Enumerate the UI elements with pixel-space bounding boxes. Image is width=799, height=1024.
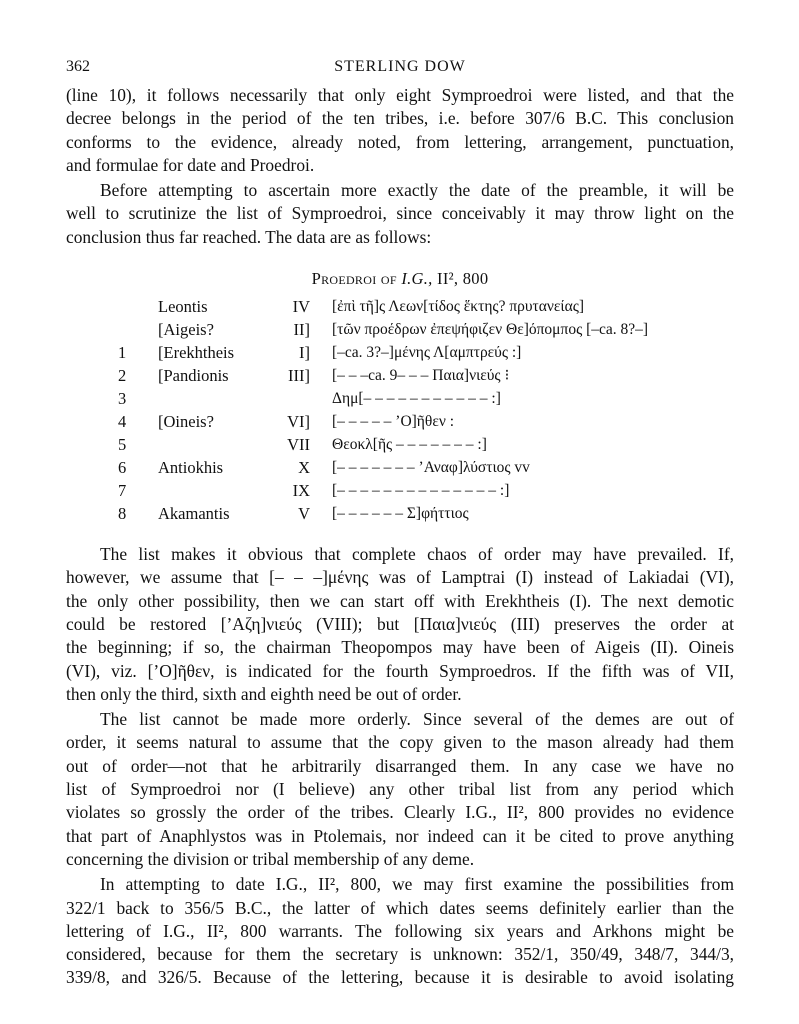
row-number: 3 bbox=[118, 388, 127, 408]
proedroi-table bbox=[118, 295, 648, 525]
table-row bbox=[118, 479, 648, 502]
table-title-ref: I.G., bbox=[401, 269, 433, 289]
text-line: decree belongs in the period of the ten tribes, i.e. before 307/6 B.C. This conclusion bbox=[66, 108, 734, 129]
text-line: conforms to the evidence, already noted, from lettering, arrangement, punctuation, bbox=[66, 131, 734, 152]
text-line: (line 10), it follows necessarily that only eight Symproedroi were listed, and that the bbox=[66, 85, 734, 105]
text-line: the beginning; if so, the chairman Theopompos may have been of Aigeis (II). Oineis bbox=[66, 637, 734, 658]
text-line: however, we assume that [– – –]μένης was of Lamptrai (I) instead of Lakiadai (VI), bbox=[66, 567, 734, 588]
tribe-numeral: V bbox=[298, 503, 310, 523]
tribe-numeral: VII bbox=[287, 434, 310, 454]
paragraph-4 bbox=[66, 708, 734, 871]
tribe-name: Leontis bbox=[158, 296, 208, 316]
tribe-name bbox=[158, 387, 258, 410]
greek-text: Δημ[– – – – – – – – – – – :] bbox=[332, 389, 501, 407]
row-number: 6 bbox=[118, 457, 127, 477]
greek-text: [– – –ca. 9– – – Παια]νιεύς ⁝ bbox=[332, 367, 510, 385]
row-number: 8 bbox=[118, 503, 127, 523]
tribe-name: [Aigeis? bbox=[158, 319, 214, 339]
text-line: The list makes it obvious that complete chaos of order may have prevailed. If, bbox=[100, 544, 734, 565]
text-line: that part of Anaphlystos was in Ptolemais, nor indeed can it be cited to prove anything bbox=[66, 825, 734, 846]
text-line: and formulae for date and Proedroi. bbox=[66, 154, 315, 175]
greek-text: Θεοκλ[ῆς – – – – – – – :] bbox=[332, 435, 487, 453]
greek-text: [ἐπὶ τῆ]ς Λεων[τίδος ἕκτης? πρυτανείας] bbox=[332, 297, 585, 315]
table-row bbox=[118, 410, 648, 433]
paragraph-3 bbox=[66, 543, 734, 706]
running-head-author: STERLING DOW bbox=[334, 58, 466, 75]
table-title-suffix: II², 800 bbox=[437, 269, 489, 289]
table-row bbox=[118, 433, 648, 456]
tribe-numeral: IV bbox=[292, 296, 310, 316]
text-line: list of Symproedroi nor (I believe) any other tribal list from any period which bbox=[66, 779, 734, 800]
row-number: 1 bbox=[118, 342, 127, 362]
text-line: out of order—not that he arbitrarily disarranged them. In any case we have no bbox=[66, 755, 734, 776]
table-row bbox=[118, 341, 648, 364]
table-row bbox=[118, 295, 648, 318]
tribe-numeral bbox=[258, 387, 332, 410]
row-number: 5 bbox=[118, 434, 127, 454]
row-number bbox=[118, 295, 158, 318]
paragraph-2 bbox=[66, 179, 734, 249]
text-line: lettering of I.G., II², 800 warrants. The following six years and Arkhons might be bbox=[66, 920, 734, 941]
row-number: 2 bbox=[118, 365, 127, 385]
text-line: violates so grossly the order of the tribes. Clearly I.G., II², 800 provides no evidence bbox=[66, 802, 734, 823]
running-head bbox=[66, 58, 734, 84]
tribe-name bbox=[158, 433, 258, 456]
text-line: The list cannot be made more orderly. Since several of the demes are out of bbox=[100, 709, 734, 730]
tribe-name: [Erekhtheis bbox=[158, 342, 235, 362]
text-line: well to scrutinize the list of Symproedroi, since conceivably it may throw light on the bbox=[66, 203, 734, 224]
text-line: 339/8, and 326/5. Because of the lettering, because it is desirable to avoid isolating bbox=[66, 967, 734, 988]
text-line: order, it seems natural to assume that the copy given to the mason already had them bbox=[66, 732, 734, 753]
tribe-name: Antiokhis bbox=[158, 457, 224, 477]
table-title-prefix: Proedroi of bbox=[311, 269, 397, 289]
tribe-name: Akamantis bbox=[158, 503, 230, 523]
row-number: 7 bbox=[118, 480, 127, 500]
greek-text: [– – – – – – – – – – – – – – :] bbox=[332, 481, 510, 499]
tribe-numeral: VI] bbox=[287, 411, 310, 431]
text-line: Before attempting to ascertain more exactly the date of the preamble, it will be bbox=[100, 180, 734, 201]
text-line: considered, because for them the secretary is unknown: 352/1, 350/49, 348/7, 344/3, bbox=[66, 944, 734, 965]
page-number: 362 bbox=[66, 58, 90, 75]
greek-text: [–ca. 3?–]μένης Λ[αμπτρεύς :] bbox=[332, 343, 522, 361]
tribe-name: [Pandionis bbox=[158, 365, 229, 385]
text-line: the only other possibility, then we can start off with Erekhtheis (I). The next demotic bbox=[66, 590, 734, 611]
tribe-name bbox=[158, 479, 258, 502]
text-line: then only the third, sixth and eighth need be out of order. bbox=[66, 683, 462, 704]
page bbox=[66, 58, 734, 990]
text-line: concerning the division or tribal membership of any deme. bbox=[66, 848, 475, 869]
tribe-numeral: III] bbox=[288, 365, 310, 385]
table-row bbox=[118, 364, 648, 387]
tribe-numeral: I] bbox=[299, 342, 310, 362]
row-number: 4 bbox=[118, 411, 127, 431]
table-row bbox=[118, 318, 648, 341]
table-row bbox=[118, 502, 648, 525]
greek-text: [– – – – – ’Ο]ῆθεν : bbox=[332, 412, 455, 430]
table-title bbox=[66, 269, 734, 289]
greek-text: [– – – – – – – ’Αναφ]λύστιος vv bbox=[332, 458, 530, 476]
text-line: (VI), viz. [’Ο]ῆθεν, is indicated for the fourth Symproedros. If the fifth was of VII, bbox=[66, 660, 734, 681]
table-row bbox=[118, 456, 648, 479]
paragraph-1 bbox=[66, 84, 734, 177]
tribe-numeral: IX bbox=[292, 480, 310, 500]
greek-text: [– – – – – – Σ]φήττιος bbox=[332, 504, 469, 522]
paragraph-5 bbox=[66, 873, 734, 989]
text-line: could be restored [’Αζη]νιεύς (VIII); but [Παια]νιεύς (III) preserves the order at bbox=[66, 613, 734, 634]
table-row bbox=[118, 387, 648, 410]
row-number bbox=[118, 318, 158, 341]
greek-text: [τῶν προέδρων ἐπεψήφιζεν Θε]όπομπος [–ca. 8?–] bbox=[332, 320, 649, 338]
text-line: 322/1 back to 356/5 B.C., the latter of which dates seems definitely earlier than the bbox=[66, 897, 734, 918]
text-line: conclusion thus far reached. The data are as follows: bbox=[66, 226, 432, 247]
text-line: In attempting to date I.G., II², 800, we may first examine the possibilities from bbox=[100, 874, 734, 895]
tribe-name: [Oineis? bbox=[158, 411, 214, 431]
tribe-numeral: X bbox=[298, 457, 310, 477]
tribe-numeral: II] bbox=[293, 319, 310, 339]
